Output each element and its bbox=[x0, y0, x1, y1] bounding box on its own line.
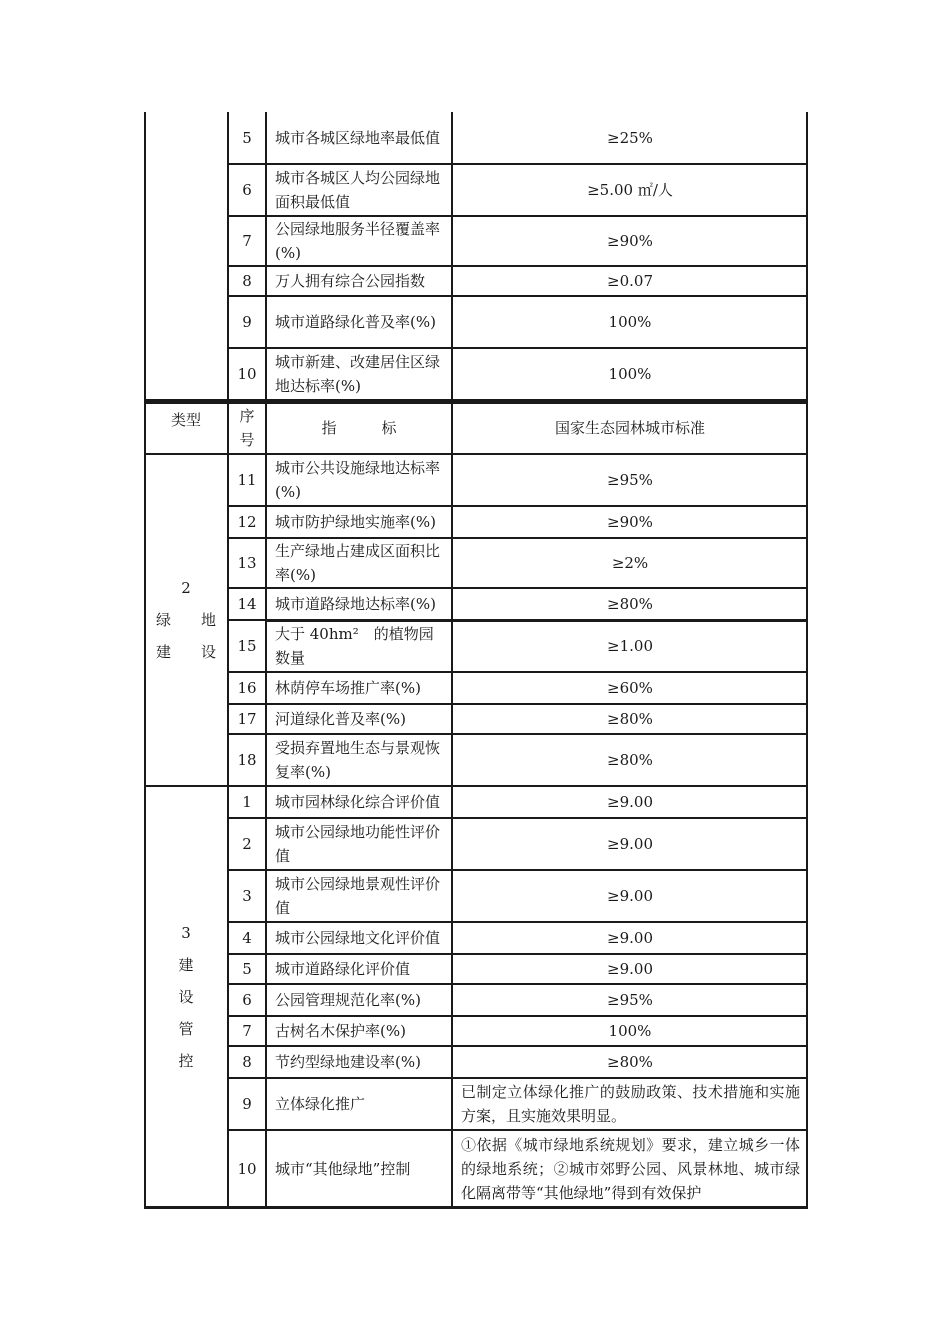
row-seq: 18 bbox=[237, 751, 257, 769]
row-seq: 1 bbox=[242, 793, 252, 811]
row-standard: ≥0.07 bbox=[607, 272, 653, 290]
row-standard: ≥25% bbox=[607, 129, 653, 147]
grid-line bbox=[266, 619, 808, 622]
header-seq: 序 号 bbox=[239, 407, 255, 449]
row-standard: ①依据《城市绿地系统规划》要求，建立城乡一体的绿地系统；②城市郊野公园、风景林地、城市绿化隔离带等“其他绿地”得到有效保护 bbox=[461, 1136, 800, 1202]
row-indicator: 城市道路绿化评价值 bbox=[275, 960, 411, 978]
row-indicator: 城市“其他绿地”控制 bbox=[275, 1160, 411, 1178]
row-seq: 7 bbox=[242, 232, 252, 250]
row-seq: 17 bbox=[237, 710, 257, 728]
grid-line bbox=[228, 703, 808, 705]
row-seq: 5 bbox=[242, 960, 252, 978]
row-indicator: 城市公共设施绿地达标率(%) bbox=[275, 459, 441, 501]
row-indicator: 城市新建、改建居住区绿地达标率(%) bbox=[275, 353, 441, 395]
grid-line bbox=[228, 1045, 808, 1047]
row-indicator: 城市公园绿地功能性评价值 bbox=[275, 823, 441, 865]
grid-line bbox=[228, 163, 808, 165]
row-seq: 12 bbox=[237, 513, 257, 531]
row-standard: ≥2% bbox=[611, 554, 649, 572]
header-type: 类型 bbox=[170, 411, 201, 429]
row-indicator: 城市各城区绿地率最低值 bbox=[275, 129, 441, 147]
row-seq: 2 bbox=[242, 835, 252, 853]
row-indicator: 城市道路绿地达标率(%) bbox=[275, 595, 436, 613]
row-seq: 5 bbox=[242, 129, 252, 147]
header-indicator: 指 标 bbox=[321, 419, 397, 437]
row-seq: 8 bbox=[242, 272, 252, 290]
grid-line bbox=[806, 112, 808, 1208]
grid-line bbox=[227, 112, 229, 1208]
grid-line bbox=[228, 265, 808, 267]
row-indicator: 公园绿地服务半径覆盖率(%) bbox=[275, 220, 441, 262]
grid-line bbox=[228, 537, 808, 539]
grid-line bbox=[228, 817, 808, 819]
row-standard: ≥1.00 bbox=[607, 637, 653, 655]
row-indicator: 节约型绿地建设率(%) bbox=[275, 1053, 421, 1071]
row-indicator: 立体绿化推广 bbox=[275, 1095, 366, 1113]
row-indicator: 城市道路绿化普及率(%) bbox=[275, 313, 436, 331]
row-indicator: 城市公园绿地景观性评价值 bbox=[275, 875, 441, 917]
row-indicator: 城市公园绿地文化评价值 bbox=[275, 929, 441, 947]
row-standard: ≥90% bbox=[607, 513, 653, 531]
group-type-label: 3 建 设 管 控 bbox=[178, 924, 194, 1070]
row-seq: 8 bbox=[242, 1053, 252, 1071]
grid-line bbox=[144, 401, 808, 404]
row-seq: 16 bbox=[237, 679, 257, 697]
row-standard: ≥9.00 bbox=[607, 960, 653, 978]
row-indicator: 城市各城区人均公园绿地面积最低值 bbox=[275, 169, 441, 211]
row-standard: ≥80% bbox=[607, 710, 653, 728]
grid-line bbox=[228, 1077, 808, 1079]
grid-line bbox=[144, 112, 146, 1208]
row-indicator: 受损弃置地生态与景观恢复率(%) bbox=[275, 739, 441, 781]
row-standard: ≥9.00 bbox=[607, 793, 653, 811]
row-standard: ≥95% bbox=[607, 991, 653, 1009]
row-seq: 10 bbox=[237, 1160, 257, 1178]
row-standard: ≥9.00 bbox=[607, 929, 653, 947]
grid-line bbox=[228, 733, 808, 735]
row-seq: 6 bbox=[242, 181, 252, 199]
grid-line bbox=[144, 1206, 808, 1208]
grid-line bbox=[228, 953, 808, 955]
row-seq: 11 bbox=[237, 471, 257, 489]
row-indicator: 城市防护绿地实施率(%) bbox=[275, 513, 436, 531]
row-standard: 100% bbox=[608, 1022, 652, 1040]
row-seq: 14 bbox=[237, 595, 257, 613]
row-indicator: 公园管理规范化率(%) bbox=[275, 991, 421, 1009]
row-seq: 13 bbox=[237, 554, 257, 572]
standards-table bbox=[144, 112, 808, 1208]
row-indicator: 大于 40hm² 的植物园数量 bbox=[275, 625, 434, 667]
row-seq: 15 bbox=[237, 637, 257, 655]
grid-line bbox=[228, 921, 808, 923]
grid-line bbox=[265, 112, 267, 1208]
row-standard: ≥80% bbox=[607, 595, 653, 613]
row-seq: 7 bbox=[242, 1022, 252, 1040]
row-seq: 4 bbox=[242, 929, 252, 947]
row-indicator: 林荫停车场推广率(%) bbox=[275, 679, 421, 697]
row-standard: ≥95% bbox=[607, 471, 653, 489]
row-standard: 已制定立体绿化推广的鼓励政策、技术措施和实施方案，且实施效果明显。 bbox=[461, 1083, 800, 1125]
grid-line bbox=[228, 1015, 808, 1017]
group-type-label: 2 绿 地 建 设 bbox=[155, 579, 216, 661]
row-indicator: 万人拥有综合公园指数 bbox=[275, 272, 426, 290]
header-standard: 国家生态园林城市标准 bbox=[554, 419, 705, 437]
row-indicator: 河道绿化普及率(%) bbox=[275, 710, 406, 728]
grid-line bbox=[228, 295, 808, 297]
grid-line bbox=[451, 112, 453, 1208]
grid-line bbox=[228, 215, 808, 217]
row-indicator: 生产绿地占建成区面积比率(%) bbox=[275, 542, 441, 584]
row-standard: ≥5.00 ㎡/人 bbox=[587, 181, 673, 199]
row-standard: ≥9.00 bbox=[607, 835, 653, 853]
grid-line bbox=[228, 869, 808, 871]
row-standard: ≥90% bbox=[607, 232, 653, 250]
row-standard: 100% bbox=[608, 313, 652, 331]
row-seq: 6 bbox=[242, 991, 252, 1009]
row-standard: ≥80% bbox=[607, 1053, 653, 1071]
grid-line bbox=[144, 453, 808, 455]
row-standard: ≥60% bbox=[607, 679, 653, 697]
grid-line bbox=[228, 505, 808, 507]
row-seq: 9 bbox=[242, 313, 252, 331]
row-seq: 3 bbox=[242, 887, 252, 905]
grid-line bbox=[228, 1129, 808, 1131]
grid-line bbox=[228, 983, 808, 985]
row-standard: ≥80% bbox=[607, 751, 653, 769]
grid-line bbox=[228, 347, 808, 349]
row-standard: ≥9.00 bbox=[607, 887, 653, 905]
row-indicator: 古树名木保护率(%) bbox=[275, 1022, 406, 1040]
grid-line bbox=[228, 587, 808, 589]
grid-line bbox=[228, 671, 808, 673]
row-seq: 9 bbox=[242, 1095, 252, 1113]
row-indicator: 城市园林绿化综合评价值 bbox=[275, 793, 441, 811]
row-standard: 100% bbox=[608, 365, 652, 383]
row-seq: 10 bbox=[237, 365, 257, 383]
